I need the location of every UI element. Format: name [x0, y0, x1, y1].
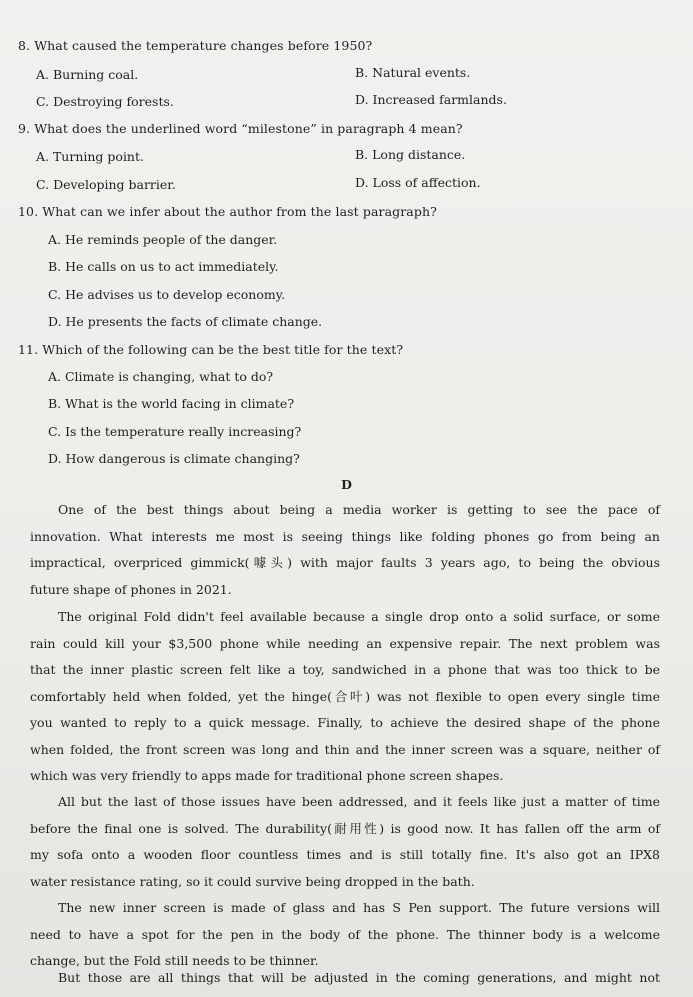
passage-line: need to have a spot for the pen in the body of the phone. The thinner body is a welcome [30, 926, 660, 942]
question-11-option-a: A. Climate is changing, what to do? [48, 369, 274, 384]
question-9-option-b: B. Long distance. [355, 147, 466, 162]
question-10-stem: 10. What can we infer about the author from the last paragraph? [18, 204, 437, 219]
question-10-option-c: C. He advises us to develop economy. [48, 287, 286, 302]
question-8-option-d: D. Increased farmlands. [355, 92, 507, 107]
passage-line: when folded, the front screen was long and thin and the inner screen was a square, neither of [30, 741, 660, 757]
question-9-option-a: A. Turning point. [36, 149, 144, 164]
passage-line: my sofa onto a wooden floor countless times and is still totally fine. It's also got an IPX8 [30, 847, 660, 862]
question-11-option-d: D. How dangerous is climate changing? [48, 451, 300, 466]
passage-line: The original Fold didn't feel available because a single drop onto a solid surface, or some [58, 609, 660, 624]
passage-line: The new inner screen is made of glass and has S Pen support. The future versions will [58, 900, 660, 915]
passage-line: water resistance rating, so it could survive being dropped in the bath. [30, 873, 475, 889]
passage-line: before the final one is solved. The durability(耐用性) is good now. It has fallen off the arm of [30, 820, 660, 836]
passage-line: All but the last of those issues have been addressed, and it feels like just a matter of time [58, 794, 660, 809]
passage-line: One of the best things about being a media worker is getting to see the pace of [58, 502, 660, 517]
question-8-option-a: A. Burning coal. [36, 67, 139, 82]
passage-line: future shape of phones in 2021. [30, 581, 232, 597]
passage-line: you wanted to reply to a quick message. Finally, to achieve the desired shape of the phone [30, 715, 660, 730]
passage-line: innovation. What interests me most is seeing things like folding phones go from being an [30, 528, 660, 544]
question-8-option-c: C. Destroying forests. [36, 94, 174, 109]
question-8-stem: 8. What caused the temperature changes before 1950? [18, 38, 373, 53]
passage-line: change, but the Fold still needs to be thinner. [30, 953, 319, 968]
passage-line: impractical, overpriced gimmick(噱头) with major faults 3 years ago, to being the obvious [30, 555, 660, 570]
question-9-option-d: D. Loss of affection. [355, 175, 481, 190]
passage-line: rain could kill your $3,500 phone while needing an expensive repair. The next problem was [30, 635, 660, 651]
question-11-stem: 11. Which of the following can be the best title for the text? [18, 342, 404, 357]
passage-paragraph-3 [30, 789, 660, 895]
question-11-option-b: B. What is the world facing in climate? [48, 396, 295, 411]
passage-line: But those are all things that will be adjusted in the coming generations, and might not [58, 970, 660, 985]
passage-paragraph-5 [30, 965, 660, 992]
question-8-option-b: B. Natural events. [355, 65, 471, 80]
passage-line: which was very friendly to apps made for traditional phone screen shapes. [30, 768, 504, 783]
question-10-option-a: A. He reminds people of the danger. [48, 232, 278, 247]
passage-paragraph-4 [30, 895, 660, 975]
passage-paragraph-2 [30, 604, 660, 790]
question-10-option-b: B. He calls on us to act immediately. [48, 259, 279, 274]
passage-line: that the inner plastic screen felt like a toy, sandwiched in a phone that was too thick to be [30, 662, 660, 677]
passage-paragraph-1 [30, 497, 660, 603]
question-9-stem: 9. What does the underlined word “milestone” in paragraph 4 mean? [18, 121, 463, 136]
question-9-option-c: C. Developing barrier. [36, 177, 176, 192]
section-label: D [341, 477, 352, 492]
question-11-option-c: C. Is the temperature really increasing? [48, 424, 302, 439]
passage-line: comfortably held when folded, yet the hinge(合叶) was not flexible to open every single time [30, 688, 660, 704]
question-10-option-d: D. He presents the facts of climate change. [48, 314, 323, 329]
